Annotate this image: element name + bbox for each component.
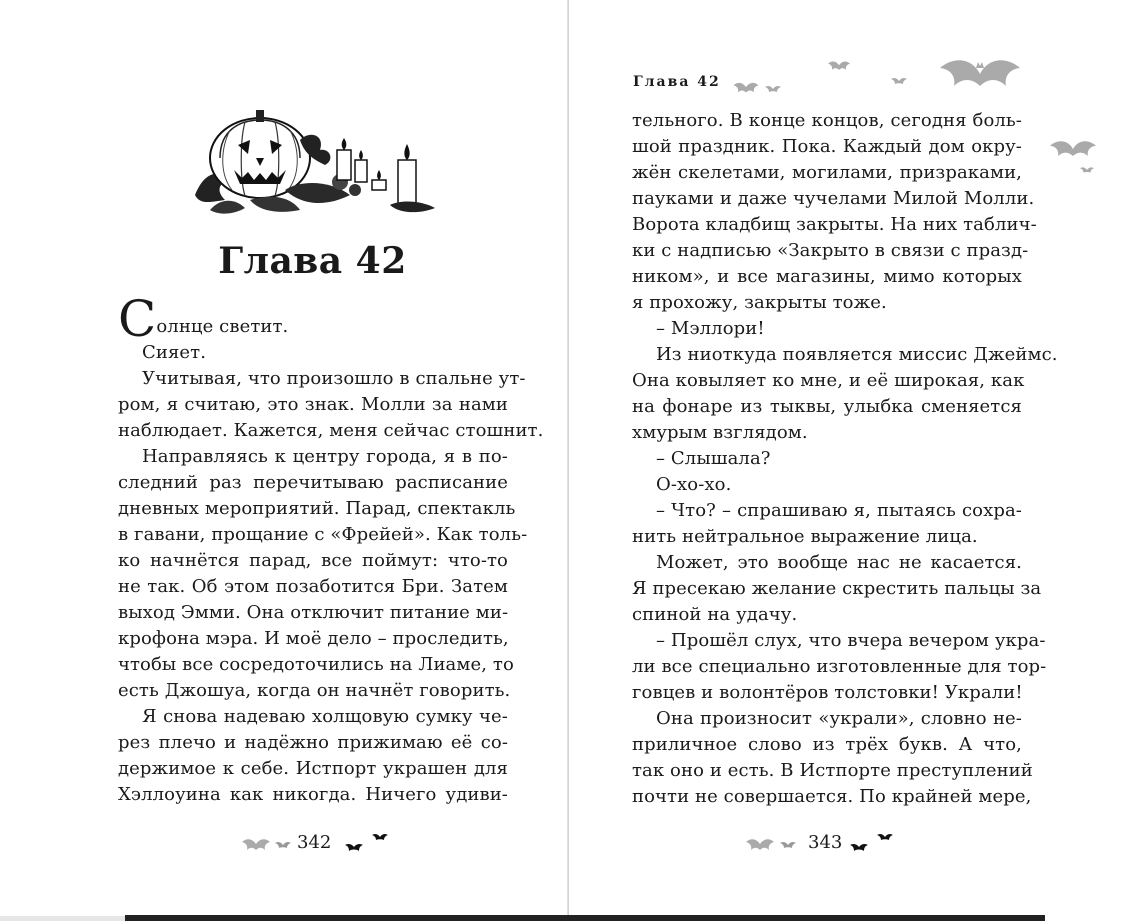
bat-icon bbox=[828, 58, 850, 74]
text-line: чтобы все сосредоточились на Лиаме, то bbox=[118, 654, 514, 675]
bat-icon bbox=[345, 842, 363, 852]
drop-cap: С bbox=[118, 290, 157, 348]
text-line: – Слышала? bbox=[656, 448, 771, 469]
text-line: – Прошёл слух, что вчера вечером укра- bbox=[656, 630, 1046, 651]
text-line: на фонаре из тыквы, улыбка сменяется bbox=[632, 396, 1022, 417]
text-line: – Что? – спрашиваю я, пытаясь сохра- bbox=[656, 500, 1022, 521]
text-line: Направляясь к центру города, я в по- bbox=[142, 446, 508, 467]
text-line: ко начнётся парад, все поймут: что-то bbox=[118, 550, 508, 571]
text-line: Она произносит «украли», словно не- bbox=[656, 708, 1022, 729]
bat-icon bbox=[372, 832, 388, 842]
text-line: – Мэллори! bbox=[656, 318, 765, 339]
text-line: почти не совершается. По крайней мере, bbox=[632, 786, 1032, 807]
text-line: Я снова надеваю холщовую сумку че- bbox=[142, 706, 508, 727]
bat-icon bbox=[1050, 135, 1096, 161]
text-line: ником», и все магазины, мимо которых bbox=[632, 266, 1022, 287]
bat-icon bbox=[765, 84, 781, 94]
text-line: пауками и даже чучелами Милой Молли. bbox=[632, 188, 1035, 209]
bat-icon bbox=[780, 840, 796, 850]
bat-icon bbox=[746, 836, 774, 854]
text-line: шой праздник. Пока. Каждый дом окру- bbox=[632, 136, 1022, 157]
text-line: Учитывая, что произошло в спальне ут- bbox=[142, 368, 526, 389]
text-line: следний раз перечитываю расписание bbox=[118, 472, 508, 493]
paragraph: Сияет. bbox=[142, 342, 207, 363]
bat-icon bbox=[733, 80, 759, 96]
text-line: я прохожу, закрыты тоже. bbox=[632, 292, 887, 313]
running-head: Глава 42 bbox=[633, 74, 721, 90]
left-page-body bbox=[118, 290, 544, 808]
text-line: ли все специально изготовленные для тор- bbox=[632, 656, 1047, 677]
page-edge bbox=[0, 916, 125, 921]
text-line: Из ниоткуда появляется миссис Джеймс. bbox=[656, 344, 1058, 365]
bat-icon bbox=[1080, 165, 1094, 175]
bat-icon bbox=[940, 52, 1020, 92]
text-line: нить нейтральное выражение лица. bbox=[632, 526, 978, 547]
pumpkin-candles-illustration bbox=[190, 110, 440, 220]
text-line: выход Эмми. Она отключит питание ми- bbox=[118, 602, 509, 623]
text-line: наблюдает. Кажется, меня сейчас стошнит. bbox=[118, 420, 544, 441]
right-page-body bbox=[632, 108, 1058, 810]
text-line: говцев и волонтёров толстовки! Украли! bbox=[632, 682, 1023, 703]
text-line: Ворота кладбищ закрыты. На них таблич- bbox=[632, 214, 1037, 235]
text-line: олнце светит. bbox=[156, 316, 289, 337]
bat-icon bbox=[890, 76, 908, 86]
text-line: приличное слово из трёх букв. А что, bbox=[632, 734, 1022, 755]
page-edge-shadow bbox=[125, 915, 1045, 921]
chapter-title: Глава 42 bbox=[218, 240, 407, 282]
paragraph bbox=[118, 290, 508, 348]
text-line: есть Джошуа, когда он начнёт говорить. bbox=[118, 680, 511, 701]
text-line: в гавани, прощание с «Фрейей». Как толь- bbox=[118, 524, 528, 545]
text-line: О-хо-хо. bbox=[656, 474, 732, 495]
bat-icon bbox=[850, 842, 868, 852]
text-line: не так. Об этом позаботится Бри. Затем bbox=[118, 576, 508, 597]
text-line: Хэллоуина как никогда. Ничего удиви- bbox=[118, 784, 508, 805]
bat-icon bbox=[275, 840, 291, 850]
bat-icon bbox=[877, 832, 893, 842]
text-line: хмурым взглядом. bbox=[632, 422, 808, 443]
text-line: так оно и есть. В Истпорте преступлений bbox=[632, 760, 1033, 781]
text-line: Может, это вообще нас не касается. bbox=[656, 552, 1022, 573]
text-line: жён скелетами, могилами, призраками, bbox=[632, 162, 1022, 183]
text-line: дневных мероприятий. Парад, спектакль bbox=[118, 498, 516, 519]
text-line: ром, я считаю, это знак. Молли за нами bbox=[118, 394, 508, 415]
text-line: спиной на удачу. bbox=[632, 604, 798, 625]
text-line: Она ковыляет ко мне, и её широкая, как bbox=[632, 370, 1025, 391]
bat-icon bbox=[242, 836, 270, 854]
text-line: держимое к себе. Истпорт украшен для bbox=[118, 758, 508, 779]
text-line: рез плечо и надёжно прижимаю её со- bbox=[118, 732, 508, 753]
text-line: крофона мэра. И моё дело – проследить, bbox=[118, 628, 509, 649]
page-number: 342 bbox=[297, 832, 332, 853]
text-line: тельного. В конце концов, сегодня боль- bbox=[632, 110, 1022, 131]
text-line: ки с надписью «Закрыто в связи с празд- bbox=[632, 240, 1029, 261]
text-line: Я пресекаю желание скрестить пальцы за bbox=[632, 578, 1042, 599]
page-number: 343 bbox=[808, 832, 843, 853]
